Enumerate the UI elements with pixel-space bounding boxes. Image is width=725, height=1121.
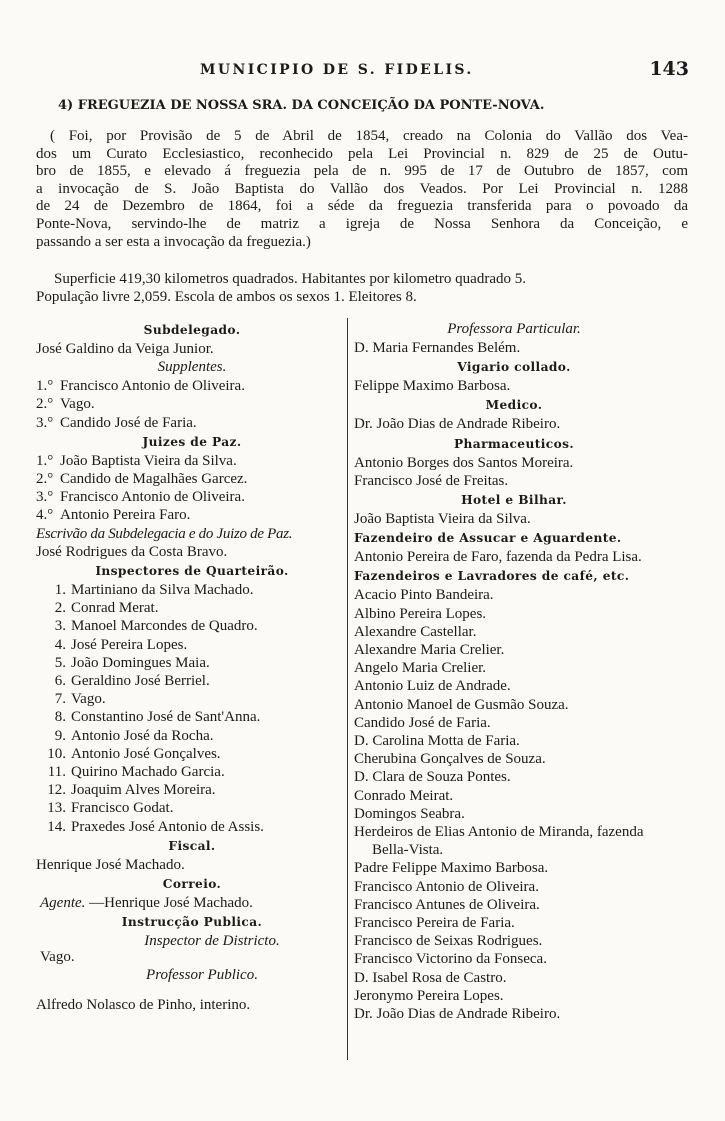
list-number: 9. xyxy=(54,727,66,744)
list-text: João Domingues Maia. xyxy=(71,654,210,671)
list-text: Francisco Godat. xyxy=(71,800,174,817)
hotel-name: João Baptista Vieira da Silva. xyxy=(354,511,531,528)
professora-name: D. Maria Fernandes Belém. xyxy=(354,340,521,356)
list-item: Jeronymo Pereira Lopes. xyxy=(354,987,504,1004)
list-text: José Pereira Lopes. xyxy=(71,636,188,653)
page-header xyxy=(0,58,725,86)
list-text: Manoel Marcondes de Quadro. xyxy=(71,618,258,635)
list-text: Vago. xyxy=(60,396,95,413)
stats-line: População livre 2,059. Escola de ambos os sexos 1. Eleitores 8. xyxy=(36,289,417,305)
list-item xyxy=(36,672,348,690)
list-text: Constantino José de Sant'Anna. xyxy=(71,709,261,726)
list-item xyxy=(36,745,348,763)
list-item: Alexandre Castellar. xyxy=(354,623,477,640)
fazendeiro-assucar-heading: Fazendeiro de Assucar e Aguardente. xyxy=(354,531,622,546)
page-number: 143 xyxy=(649,58,689,80)
fazendeiro-assucar-name: Antonio Pereira de Faro, fazenda da Pedra Lisa. xyxy=(354,549,642,566)
list-number: 8. xyxy=(54,709,66,726)
correio-heading: Correio. xyxy=(162,877,222,892)
history-line: a invocação de S. João Baptista do Vallão dos Veados. Por Lei Provincial n. 1288 xyxy=(36,180,688,197)
list-item xyxy=(36,727,348,745)
section-heading: 4) FREGUEZIA DE NOSSA SRA. DA CONCEIÇÃO DA PONTE-NOVA. xyxy=(58,98,545,113)
list-item: Antonio Manoel de Gusmão Souza. xyxy=(354,696,569,713)
list-item: Dr. João Dias de Andrade Ribeiro. xyxy=(354,1006,561,1023)
list-text: Antonio José Gonçalves. xyxy=(71,745,221,762)
list-number: 10. xyxy=(47,745,66,762)
list-number: 7. xyxy=(54,691,66,708)
list-item xyxy=(36,690,348,708)
inspectores-heading: Inspectores de Quarteirão. xyxy=(95,564,289,579)
list-number: 1.° xyxy=(36,378,54,395)
list-item xyxy=(36,708,348,726)
list-item xyxy=(36,581,348,599)
history-line: ( Foi, por Provisão de 5 de Abril de 1854, creado na Colonia do Vallão dos Vea- xyxy=(50,128,688,144)
list-item: Alexandre Maria Crelier. xyxy=(354,642,505,659)
list-number: 11. xyxy=(47,764,66,781)
list-item: Candido José de Faria. xyxy=(354,714,491,731)
list-item: D. Isabel Rosa de Castro. xyxy=(354,969,507,986)
subdelegado-heading: Subdelegado. xyxy=(143,323,241,337)
list-number: 3.° xyxy=(36,414,54,431)
list-item: Acacio Pinto Bandeira. xyxy=(354,587,494,604)
fiscal-name: Henrique José Machado. xyxy=(36,856,185,873)
list-item: Herdeiros de Elias Antonio de Miranda, fazenda Bella-Vista. xyxy=(354,824,644,859)
professora-heading: Professora Particular. xyxy=(447,321,581,337)
list-item: Antonio Borges dos Santos Moreira. xyxy=(354,454,574,471)
history-line: de 24 de Dezembro de 1864, foi a séde da freguezia transferida para o povoado da xyxy=(36,198,688,215)
vigario-name: Felippe Maximo Barbosa. xyxy=(354,378,511,395)
list-item: Francisco José de Freitas. xyxy=(354,472,509,489)
list-item xyxy=(36,763,348,781)
history-line: dos um Curato Ecclesiastico, reconhecido pela Lei Provincial n. 829 de 25 de Outu- xyxy=(36,145,688,162)
agent-name: —Henrique José Machado. xyxy=(89,895,253,912)
statistics-paragraph xyxy=(36,270,676,306)
list-item xyxy=(36,488,348,506)
list-text: Vago. xyxy=(71,691,106,708)
list-item xyxy=(36,654,348,672)
list-number: 2.° xyxy=(36,396,54,413)
list-item: Domingos Seabra. xyxy=(354,805,465,822)
list-text: Joaquim Alves Moreira. xyxy=(71,782,216,799)
list-text: João Baptista Vieira da Silva. xyxy=(60,452,237,469)
list-item: Francisco Victorino da Fonseca. xyxy=(354,951,547,968)
list-number: 1. xyxy=(54,582,66,599)
list-number: 4.° xyxy=(36,507,54,524)
list-number: 2. xyxy=(54,600,66,617)
list-text: Quirino Machado Garcia. xyxy=(71,764,225,781)
inspector-districto-value: Vago. xyxy=(40,949,75,966)
list-item: Francisco de Seixas Rodrigues. xyxy=(354,933,543,950)
list-item: Albino Pereira Lopes. xyxy=(354,605,487,622)
professor-publico-name: Alfredo Nolasco de Pinho, interino. xyxy=(36,997,251,1014)
list-item: Francisco Antunes de Oliveira. xyxy=(354,896,540,913)
list-text: Candido José de Faria. xyxy=(60,414,197,431)
fiscal-heading: Fiscal. xyxy=(168,838,216,853)
list-number: 4. xyxy=(54,636,66,653)
list-item: Padre Felippe Maximo Barbosa. xyxy=(354,860,549,877)
list-text: Martiniano da Silva Machado. xyxy=(71,582,254,599)
subdelegado-name: José Galdino da Veiga Junior. xyxy=(36,341,214,357)
list-number: 13. xyxy=(47,800,66,817)
list-number: 14. xyxy=(47,818,66,835)
list-text: Praxedes José Antonio de Assis. xyxy=(71,818,264,835)
list-item xyxy=(36,452,348,470)
fazendeiros-cafe-heading: Fazendeiros e Lavradores de café, etc. xyxy=(354,569,630,584)
list-number: 12. xyxy=(47,782,66,799)
list-item xyxy=(36,617,348,635)
running-title: MUNICIPIO DE S. FIDELIS. xyxy=(200,62,474,78)
list-item xyxy=(36,636,348,654)
list-item xyxy=(36,470,348,488)
instruccao-block xyxy=(36,932,348,996)
pharmaceuticos-heading: Pharmaceuticos. xyxy=(453,436,575,451)
agent-label: Agente. xyxy=(40,895,86,912)
list-item xyxy=(36,799,348,817)
inspectores-list xyxy=(36,581,348,836)
medico-heading: Medico. xyxy=(485,398,543,413)
escrivao-heading: Escrivão da Subdelegacia e do Juizo de Paz. xyxy=(36,525,293,542)
history-line: passando a ser esta a invocação da freguezia.) xyxy=(36,233,311,250)
list-text: Candido de Magalhães Garcez. xyxy=(60,471,248,488)
list-item xyxy=(36,781,348,799)
list-item: Angelo Maria Crelier. xyxy=(354,660,487,677)
list-text: Antonio Pereira Faro. xyxy=(60,507,191,524)
fazendeiros-cafe-list xyxy=(354,586,674,1023)
list-text: Geraldino José Berriel. xyxy=(71,673,210,690)
list-text: Francisco Antonio de Oliveira. xyxy=(60,489,245,506)
list-item xyxy=(36,506,348,524)
list-text: Antonio José da Rocha. xyxy=(71,727,214,744)
list-item xyxy=(36,599,348,617)
list-item: Francisco Antonio de Oliveira. xyxy=(354,878,539,895)
stats-line: Superficie 419,30 kilometros quadrados. Habitantes por kilometro quadrado 5. xyxy=(54,271,526,287)
list-item xyxy=(36,414,348,432)
list-number: 3.° xyxy=(36,489,54,506)
right-column xyxy=(354,320,674,1023)
list-item: D. Carolina Motta de Faria. xyxy=(354,733,520,750)
list-item: Antonio Luiz de Andrade. xyxy=(354,678,511,695)
list-number: 2.° xyxy=(36,471,54,488)
list-item: Conrado Meirat. xyxy=(354,787,454,804)
list-number: 6. xyxy=(54,673,66,690)
juizes-heading: Juizes de Paz. xyxy=(142,434,242,449)
escrivao-name: José Rodrigues da Costa Bravo. xyxy=(36,543,228,560)
list-number: 5. xyxy=(54,654,66,671)
left-column xyxy=(36,320,348,1014)
list-text: Francisco Antonio de Oliveira. xyxy=(60,378,245,395)
list-item xyxy=(36,377,348,395)
list-item xyxy=(36,818,348,836)
vigario-heading: Vigario collado. xyxy=(457,360,571,375)
list-item: Cherubina Gonçalves de Souza. xyxy=(354,751,546,768)
professor-publico-heading: Professor Publico. xyxy=(146,967,258,984)
hotel-heading: Hotel e Bilhar. xyxy=(461,493,567,508)
correio-agent xyxy=(36,894,348,912)
history-paragraph xyxy=(36,128,688,251)
list-item: D. Clara de Souza Pontes. xyxy=(354,769,511,786)
inspector-districto-heading: Inspector de Districto. xyxy=(144,933,280,950)
list-text: Conrad Merat. xyxy=(71,600,159,617)
history-line: bro de 1855, e elevado á freguezia pela de n. 995 de 17 de Outubro de 1857, com xyxy=(36,163,688,180)
list-number: 1.° xyxy=(36,452,54,469)
list-item xyxy=(36,395,348,413)
instruccao-heading: Instrucção Publica. xyxy=(121,915,263,930)
list-item: Francisco Pereira de Faria. xyxy=(354,915,515,932)
list-number: 3. xyxy=(54,618,66,635)
medico-name: Dr. João Dias de Andrade Ribeiro. xyxy=(354,416,561,433)
history-line: Ponte-Nova, servindo-lhe de matriz a igreja de Nossa Senhora da Conceição, e xyxy=(36,215,688,232)
supplentes-heading: Supplentes. xyxy=(157,359,227,376)
